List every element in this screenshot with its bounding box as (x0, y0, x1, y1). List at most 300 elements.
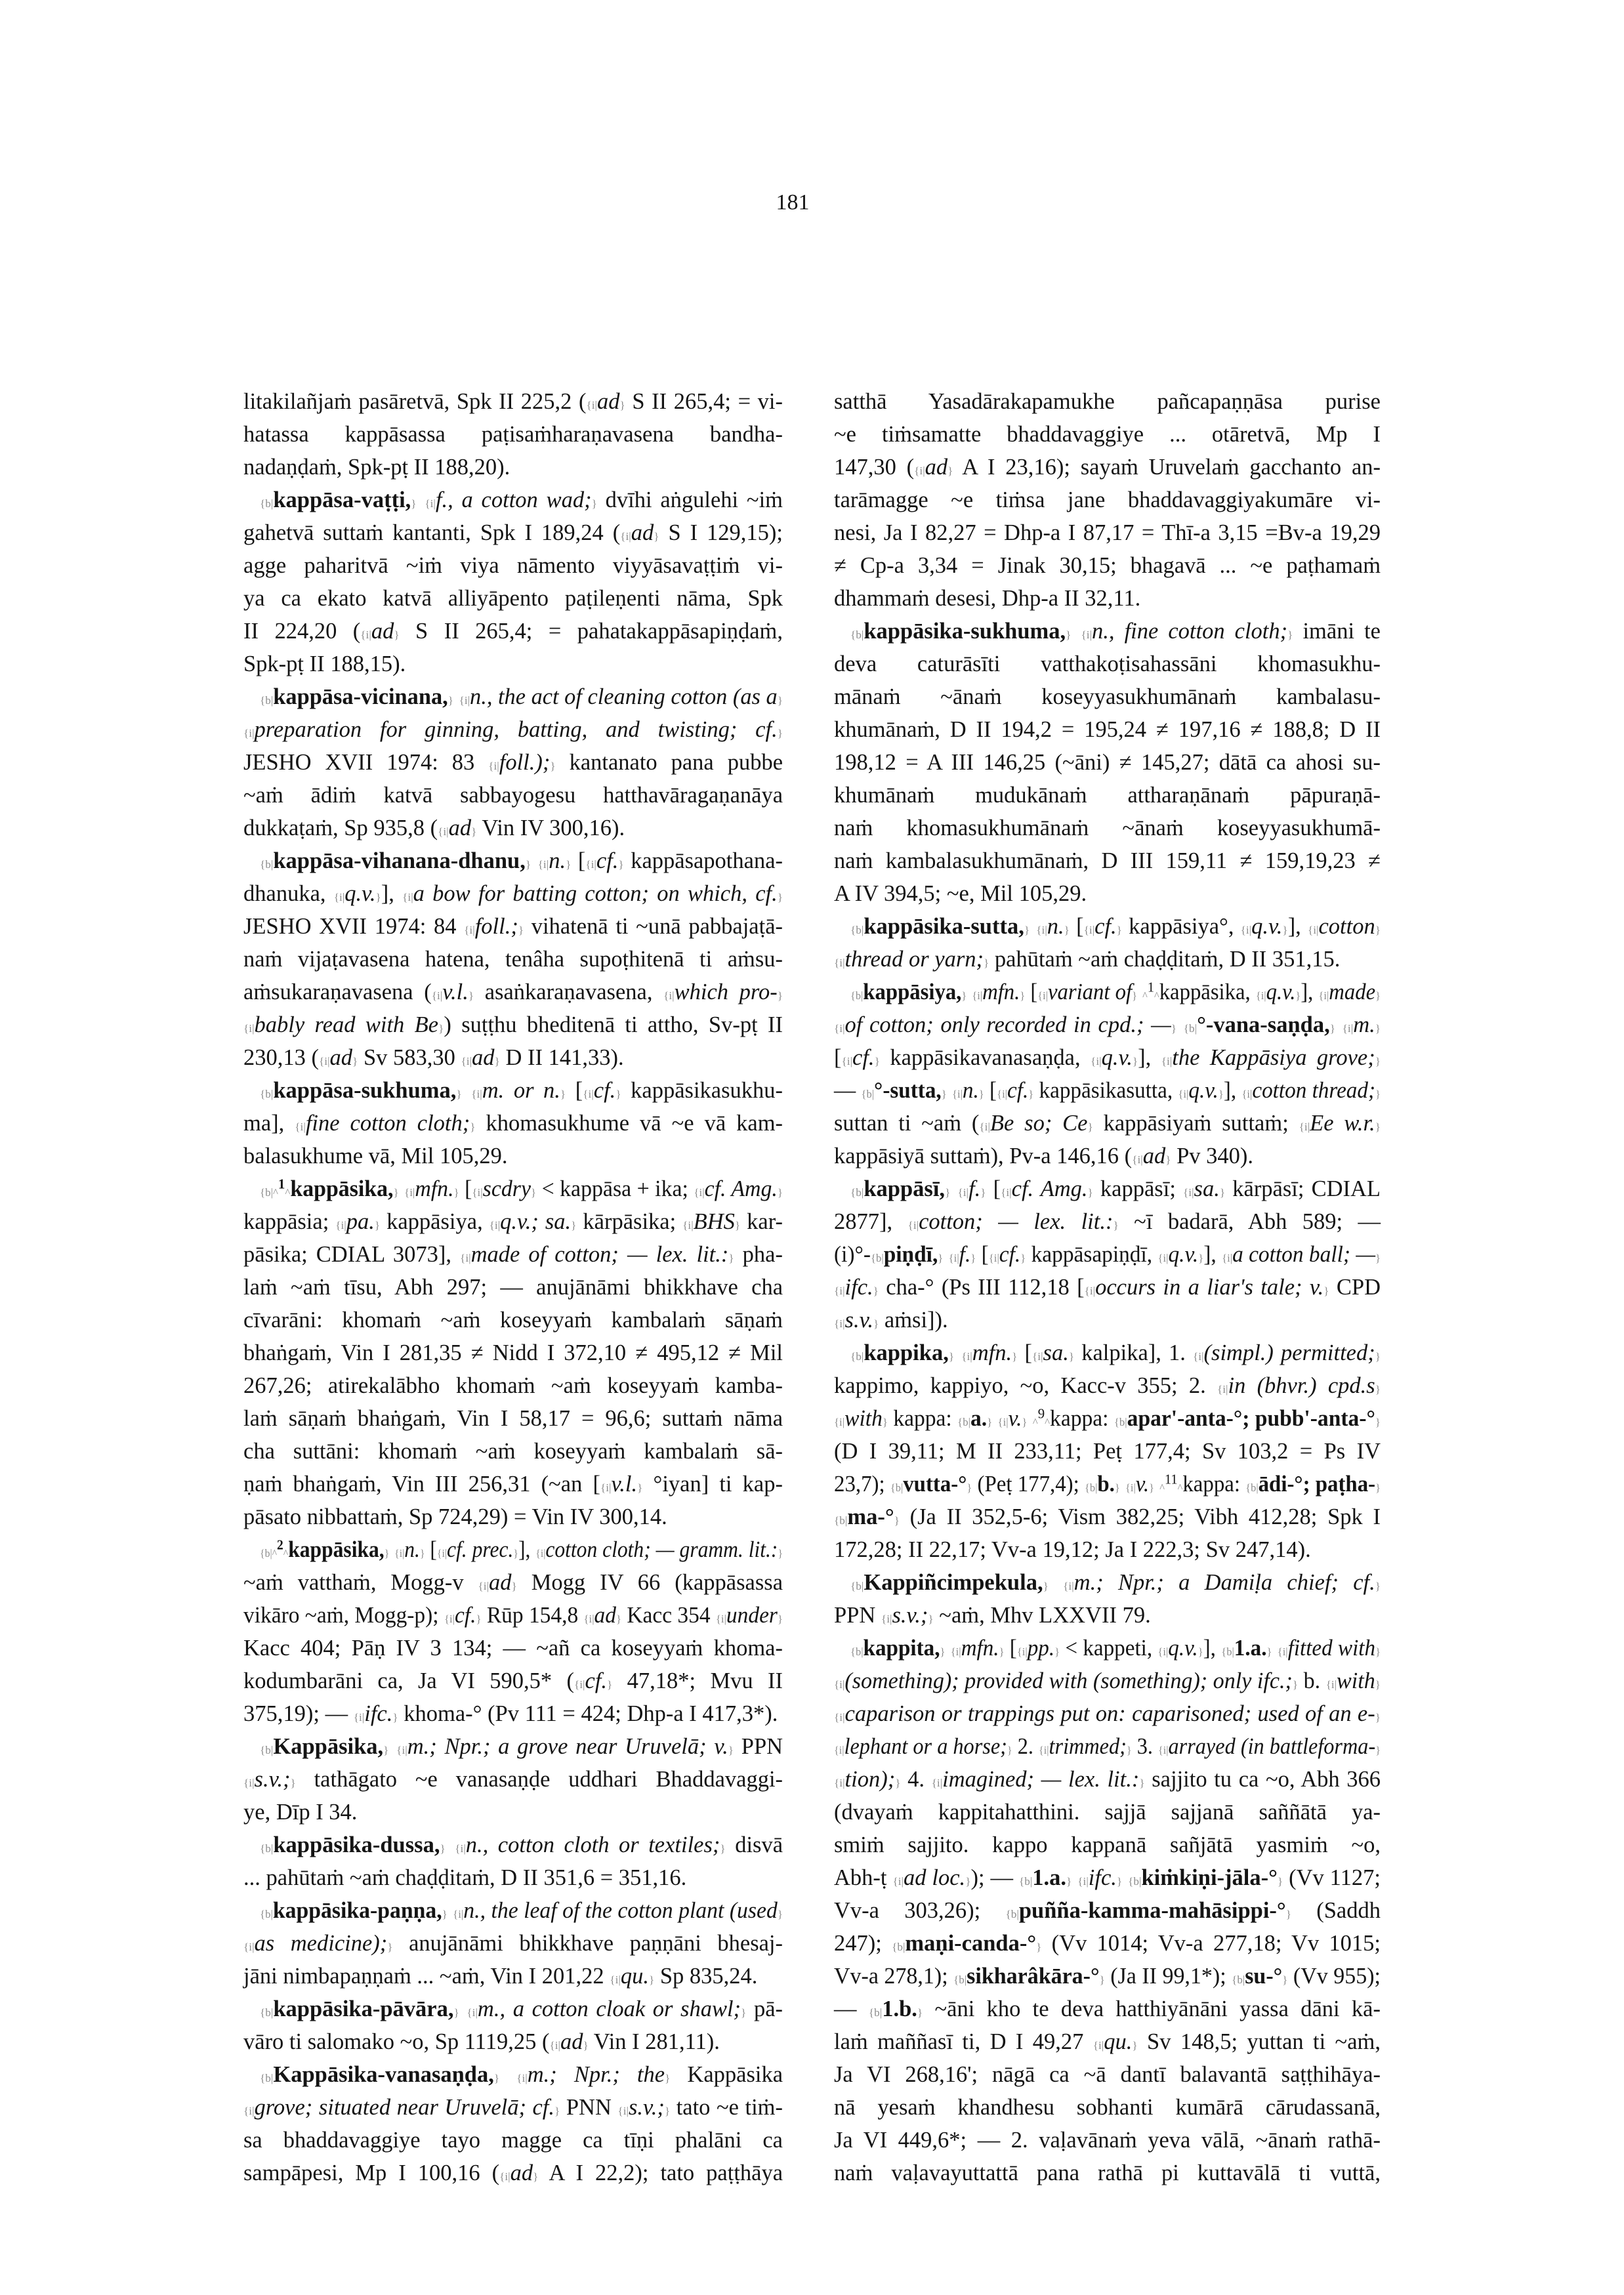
format-marker: } (882, 1416, 888, 1428)
line-text: jāni nimbapaṇṇaṁ ... ~aṁ, Vin I 201,22 {i|qu.} Sp 835,24. (243, 1964, 758, 1989)
format-marker: {i| (1217, 1383, 1228, 1396)
format-marker: } (1285, 1908, 1291, 1920)
text-line (834, 877, 1381, 910)
line-text: {b|^$^2$^kappāsika,} {i|n.} [{i|cf. prec.}], {i|cotton cloth; — gramm. lit.:} (260, 1537, 783, 1562)
dictionary-entry (243, 1533, 783, 1730)
format-marker: } (619, 399, 625, 411)
format-marker: } (1375, 1645, 1381, 1658)
italic-text: {i|fine cotton cloth;} (295, 1111, 476, 1136)
italic-text: {i|caparison or trappings put on: caparisoned; used of an e-} (834, 1701, 1381, 1726)
format-marker: {b| (850, 1350, 864, 1363)
format-marker: {i| (997, 1416, 1009, 1428)
format-marker: } (1024, 924, 1030, 936)
headword-text: {b|kappika,} (850, 1340, 955, 1365)
format-marker: {b| (260, 1908, 273, 1920)
line-text: dukkaṭaṁ, Sp 935,8 ({i|ad} Vin IV 300,16). (243, 816, 625, 840)
homonym-number: 1 (1147, 979, 1155, 995)
italic-text: {i|trimmed;} (1039, 1734, 1132, 1759)
italic-text: {i|q.v.} (1091, 1045, 1138, 1070)
italic-text: {i|f., a cotton wad;} (425, 487, 597, 512)
format-marker: {i| (1084, 1285, 1096, 1297)
line-text: vikāro ~aṁ, Mogg-p); {i|cf.} Rūp 154,8 {i|ad} Kacc 354 {i|under} (243, 1603, 783, 1628)
text-line (243, 1861, 783, 1894)
format-marker: {i| (295, 1121, 306, 1133)
format-marker: {b| (850, 629, 864, 641)
line-text: cha suttāni: khomaṁ ~aṁ koseyyaṁ kambalaṁ sā- (243, 1439, 783, 1464)
text-line (834, 582, 1381, 615)
line-text: nesi, Ja I 82,27 = Dhp-a I 87,17 = Thī-a 3,15 =Bv-a 19,29 (834, 520, 1381, 545)
format-marker: {i| (1132, 1153, 1143, 1166)
line-text: {b|kappāsika-sutta,} {i|n.} [{i|cf.} kappāsiya°, {i|q.v.}], {i|cotton} (850, 914, 1381, 939)
line-text: 172,28; II 22,17; Vv-a 19,12; Ja I 222,3; Sv 247,14). (834, 1537, 1311, 1562)
format-marker: {b| (868, 2006, 883, 2019)
line-text: ma], {i|fine cotton cloth;} khomasukhume vā ~e vā kam- (243, 1111, 783, 1136)
italic-text: {i|preparation for ginning, batting, and twisting; cf.} (243, 717, 783, 742)
format-marker: {b| (1183, 1022, 1197, 1035)
format-marker: {i| (1125, 1481, 1136, 1494)
format-marker: } (618, 858, 624, 871)
format-marker: } (1375, 1678, 1381, 1691)
text-line (243, 1894, 783, 1927)
line-text: ... pahūtaṁ ~aṁ chaḍḍitaṁ, D II 351,6 = 351,16. (243, 1865, 687, 1890)
italic-text: {i|pp.} (1016, 1636, 1060, 1661)
italic-text: {i|made} (1318, 980, 1381, 1004)
text-line (243, 1140, 783, 1172)
italic-text: {i|lephant or a horse;} (834, 1734, 1012, 1759)
headword-text: {b|kappāsika-sutta,} (850, 914, 1030, 939)
format-marker: {b| (892, 1941, 906, 1953)
text-line (243, 1304, 783, 1336)
text-line (834, 549, 1381, 582)
format-marker: } (1066, 629, 1072, 641)
format-marker: } (917, 2006, 923, 2019)
format-marker: } (777, 1908, 783, 1920)
headword-text: {b|ma-°} (834, 1504, 900, 1529)
format-marker: {b| (260, 1186, 273, 1199)
line-text: — {b|1.b.} ~āni kho te deva hatthiyānāni yassa dāni kā- (834, 1996, 1381, 2021)
italic-text: {i|m. or n.} (471, 1078, 566, 1103)
format-marker: {i| (952, 1088, 963, 1100)
line-text: {i|lephant or a horse;} 2. {i|trimmed;} 3. {i|arrayed (in battleforma-} (834, 1734, 1381, 1759)
format-marker: {i| (881, 1613, 892, 1625)
format-marker: {i| (950, 1645, 961, 1658)
format-marker: {i| (1093, 2039, 1104, 2052)
text-line (243, 943, 783, 976)
dictionary-entry (243, 1730, 783, 1829)
format-marker: {i| (1039, 1744, 1049, 1756)
line-text: — {b|°-sutta,} {i|n.} [{i|cf.} kappāsikasutta, {i|q.v.}], {i|cotton thread;} (834, 1078, 1381, 1103)
format-marker: } (1266, 1645, 1272, 1658)
format-marker: } (533, 2170, 539, 2183)
text-line (243, 2091, 783, 2124)
format-marker: } (1068, 1350, 1075, 1363)
format-marker: } (874, 1055, 880, 1067)
homonym-number: 9 (1037, 1405, 1045, 1422)
italic-text: {i|cotton; — lex. lit.:} (907, 1209, 1119, 1234)
format-marker: } (734, 1219, 741, 1231)
line-text: 230,13 ({i|ad} Sv 583,30 {i|ad} D II 141,33). (243, 1045, 624, 1070)
italic-text: {i|m.; Npr.; the} (516, 2062, 671, 2087)
dictionary-entry (243, 1074, 783, 1172)
format-marker: {i| (472, 1186, 483, 1199)
format-marker: ^ (1159, 1481, 1165, 1494)
headword-text: {b|kappāsika-pāvāra,} (260, 1996, 459, 2021)
format-marker: {i| (957, 1186, 968, 1199)
italic-text: {i|cotton cloth; — gramm. lit.:} (535, 1537, 783, 1562)
format-marker: } (777, 694, 783, 707)
format-marker: } (741, 2006, 747, 2019)
format-marker: {i| (1037, 989, 1048, 1002)
text-line (243, 976, 783, 1008)
text-line (834, 1435, 1381, 1468)
line-text: kappimo, kappiyo, ~o, Kacc-v 355; 2. {i|in (bhvr.) cpd.s} (834, 1373, 1381, 1398)
line-text: {b|ma-°} (Ja II 352,5-6; Vism 382,25; Vibh 412,28; Spk I (834, 1504, 1381, 1529)
italic-text: {i|cf.} (997, 1078, 1034, 1103)
italic-text: {i|ifc.} (834, 1275, 879, 1300)
italic-text: {i|which pro-} (663, 980, 783, 1004)
dictionary-entry (834, 976, 1381, 1172)
line-text: {b|kappāsika-sukhuma,} {i|n., fine cotton cloth;} imāni te (850, 619, 1381, 644)
dictionary-entry (243, 1894, 783, 1993)
headword-text: {b|kappāsī,} (850, 1176, 951, 1201)
format-marker: {b| (1128, 1875, 1142, 1888)
format-marker: } (1099, 1974, 1105, 1986)
text-line (243, 451, 783, 484)
format-marker: } (777, 1186, 783, 1199)
italic-text: {i|q.v.} (1240, 914, 1288, 939)
headword-text: {b|1.a.} (1018, 1865, 1072, 1890)
format-marker: {i| (834, 1744, 844, 1756)
format-marker: } (728, 1744, 734, 1756)
format-marker: } (980, 1186, 986, 1199)
format-marker: } (940, 1645, 946, 1658)
format-marker: } (1287, 629, 1293, 641)
headword-text: {b|vutta-°} (890, 1472, 972, 1497)
text-line (243, 1697, 783, 1730)
dictionary-entry (834, 615, 1381, 910)
line-text: Ja VI 268,16'; nāgā ca ~ā dantī balavantā saṭṭhihāya- (834, 2062, 1381, 2087)
italic-text: {i|ad} (620, 520, 659, 545)
text-line (834, 1500, 1381, 1533)
format-marker: {i| (1241, 1088, 1253, 1100)
format-marker: {i| (663, 989, 675, 1002)
dictionary-entry (243, 484, 783, 680)
format-marker: {b| (260, 1842, 274, 1855)
format-marker: {b| (260, 1744, 274, 1756)
line-text: {i|tion);} 4. {i|imagined; — lex. lit.:} sajjito tu ca ~o, Abh 366 (834, 1767, 1381, 1792)
dictionary-entry (834, 910, 1381, 976)
text-line (834, 1861, 1381, 1894)
italic-text: {i|cotton} (1307, 914, 1381, 939)
italic-text: {i|fitted with} (1277, 1636, 1381, 1661)
line-text: deva caturāsīti vatthakoṭisahassāni khomasukhu- (834, 651, 1381, 676)
format-marker: {i| (431, 989, 443, 1002)
format-marker: } (1329, 1022, 1335, 1035)
format-marker: } (654, 530, 659, 543)
format-marker: } (290, 1777, 296, 1789)
format-marker: {i| (489, 1219, 501, 1231)
text-line (243, 1468, 783, 1500)
format-marker: } (1132, 989, 1137, 1002)
format-marker: {b| (1114, 1416, 1127, 1428)
format-marker: } (970, 1252, 976, 1264)
format-marker: ^ (272, 1547, 278, 1560)
format-marker: {i| (1277, 1645, 1288, 1658)
text-line (834, 516, 1381, 549)
italic-text: {i|foll.);} (488, 750, 556, 775)
text-line (243, 2157, 783, 2189)
text-line (834, 2058, 1381, 2091)
format-marker: {i| (461, 1055, 472, 1067)
text-line (834, 1697, 1381, 1730)
dictionary-entry (834, 1566, 1381, 1632)
format-marker: {i| (1183, 1186, 1194, 1199)
format-marker: {i| (353, 1711, 365, 1724)
format-marker: {i| (573, 1678, 585, 1691)
format-marker: } (392, 1711, 398, 1724)
text-line (834, 1238, 1381, 1271)
format-marker: {i| (436, 1547, 448, 1560)
format-marker: } (1282, 924, 1288, 936)
headword-text: {b|^$^2$^kappāsika,} (260, 1537, 390, 1562)
italic-text: {i|cf.} (444, 1603, 482, 1628)
format-marker: } (778, 1547, 783, 1560)
line-text: {b|kappāsiya,} {i|mfn.} [{i|variant of} ^$^1$^kappāsika, {i|q.v.}], {i|made} (850, 979, 1381, 1004)
text-line (243, 779, 783, 812)
format-marker: {i| (1161, 1055, 1173, 1067)
text-line (243, 1763, 783, 1796)
text-line (243, 385, 783, 418)
format-marker: {b| (850, 924, 864, 936)
italic-text: {i|q.v.} (1178, 1078, 1224, 1103)
format-marker: ^ (1154, 989, 1159, 1002)
line-text: naṁ kambalasukhumānaṁ, D III 159,11 ≠ 159,19,23 ≠ (834, 848, 1381, 873)
format-marker: } (1113, 1219, 1119, 1231)
format-marker: } (720, 1842, 726, 1855)
format-marker: {b| (1018, 1875, 1033, 1888)
headword-text: {b|kappita,} (850, 1636, 946, 1661)
line-text: dhanuka, {i|q.v.}], {i|a bow for batting cotton; on which, cf.} (243, 881, 783, 906)
line-text: dhammaṁ desesi, Dhp-a II 32,11. (834, 586, 1141, 611)
format-marker: } (1219, 1186, 1226, 1199)
italic-text: {i|n.} (952, 1078, 984, 1103)
text-line (834, 1566, 1381, 1599)
headword-text: {b|kappāsiya,} (850, 980, 967, 1004)
italic-text: {i|imagined; — lex. lit.:} (931, 1767, 1145, 1792)
italic-text: {i|ad} (478, 1570, 517, 1595)
format-marker: {b| (1221, 1645, 1234, 1658)
format-marker: {i| (460, 1252, 471, 1264)
text-line (834, 1533, 1381, 1566)
text-line (834, 844, 1381, 877)
format-marker: } (945, 1186, 951, 1199)
format-marker: } (1126, 1744, 1132, 1756)
format-marker: {i| (444, 1613, 455, 1625)
line-text: {b|kappāsa-sukhuma,} {i|m. or n.} [{i|cf.} kappāsikasukhu- (260, 1078, 783, 1103)
format-marker: {i| (834, 1285, 845, 1297)
italic-text: {i|n.} (537, 848, 572, 873)
dictionary-entry (243, 1172, 783, 1533)
format-marker: {i| (459, 694, 470, 707)
format-marker: } (530, 1186, 537, 1199)
format-marker: } (965, 1875, 971, 1888)
format-marker: {i| (583, 1088, 594, 1100)
italic-text: {i|as medicine);} (243, 1931, 393, 1956)
format-marker: {i| (549, 2039, 561, 2052)
text-line (834, 1336, 1381, 1369)
text-line (243, 582, 783, 615)
italic-text: {i|s.v.;} (243, 1767, 296, 1792)
line-text: Spk-pṭ II 188,15). (243, 651, 406, 676)
format-marker: {i| (1157, 1252, 1169, 1264)
line-text: sa bhaddavaggiye tayo magge ca tīṇi phalāni ca (243, 2128, 783, 2153)
headword-text: {b|°-sutta,} (861, 1078, 947, 1103)
format-marker: } (375, 891, 381, 903)
format-marker: } (554, 2105, 560, 2117)
italic-text: {i|thread or yarn;} (834, 947, 989, 972)
italic-text: {i|a bow for batting cotton; on which, cf.} (402, 881, 783, 906)
format-marker: {i| (1083, 924, 1095, 936)
text-line (243, 1993, 783, 2025)
italic-text: {i|v.} (1125, 1472, 1155, 1497)
line-text (260, 1894, 783, 1931)
text-line (243, 1435, 783, 1468)
line-text: agge paharitvā ~iṁ viya nāmento viyyāsavaṭṭiṁ vi- (243, 553, 783, 578)
format-marker: } (453, 1186, 459, 1199)
format-marker: {i| (488, 760, 499, 772)
italic-text: {i|of cotton; only recorded in cpd.; —} (834, 1012, 1177, 1037)
text-line (834, 1894, 1381, 1927)
italic-text: {i|mfn.} (961, 1340, 1018, 1365)
italic-text: {i|sa.} (1183, 1176, 1226, 1201)
format-marker: {b| (953, 1974, 967, 1986)
italic-text: {i|n., cotton cloth or textiles;} (455, 1832, 726, 1857)
format-marker: {b| (260, 497, 274, 510)
headword-text: {b|Kappāsika,} (260, 1734, 389, 1759)
headword-text: {b|kappāsika-paṇṇa,} (260, 1898, 448, 1923)
text-line (243, 1402, 783, 1435)
italic-text: {i|cf. prec.} (436, 1537, 518, 1562)
format-marker: } (999, 1645, 1005, 1658)
headword-text: {b|sikharâkāra-°} (953, 1964, 1105, 1989)
format-marker: {b| (1232, 1974, 1245, 1986)
italic-text: {i|q.v.} (1255, 980, 1301, 1004)
text-line (243, 1107, 783, 1140)
format-marker: } (1036, 1941, 1042, 1953)
format-marker: } (1375, 1383, 1381, 1396)
text-line (243, 910, 783, 943)
text-line (834, 2124, 1381, 2157)
format-marker: } (1064, 924, 1070, 936)
text-line (834, 1927, 1381, 1960)
headword-text: {b|su-°} (1232, 1964, 1288, 1989)
format-marker: {i| (335, 1219, 346, 1231)
text-line (834, 2025, 1381, 2058)
line-text: 198,12 = A III 146,25 (~āni) ≠ 145,27; dātā ca ahosi su- (834, 750, 1381, 775)
text-line (243, 2124, 783, 2157)
format-marker: } (1007, 1744, 1012, 1756)
format-marker: {b| (260, 2072, 274, 2084)
format-marker: } (1132, 1055, 1138, 1067)
text-line (243, 1632, 783, 1664)
format-marker: } (1323, 1285, 1329, 1297)
format-marker: } (664, 2105, 671, 2117)
line-text: {b|Kappāsika,} {i|m.; Npr.; a grove near Uruvelā; v.} PPN (260, 1734, 783, 1759)
format-marker: } (1020, 1252, 1026, 1264)
italic-text: {i|n., the leaf of the cotton plant (used} (453, 1898, 783, 1923)
italic-text: {i|qu.} (1093, 2029, 1138, 2054)
format-marker: } (1375, 1711, 1381, 1724)
italic-text: {i|sa.} (1032, 1340, 1075, 1365)
line-text (243, 713, 783, 750)
format-marker: {i| (892, 1875, 904, 1888)
headword-text: {b|b.} (1084, 1472, 1120, 1497)
italic-text: {i|ad} (499, 2161, 539, 2185)
homonym-number: 11 (1164, 1471, 1178, 1487)
format-marker: } (1114, 1481, 1120, 1494)
format-marker: } (648, 1974, 655, 1986)
format-marker: {i| (948, 1252, 959, 1264)
format-marker: } (1165, 1153, 1171, 1166)
format-marker: {i| (907, 1219, 919, 1231)
format-marker: {i| (243, 1777, 255, 1789)
italic-text: {i|mfn.} (404, 1176, 459, 1201)
format-marker: {i| (396, 1744, 407, 1756)
format-marker: {i| (1063, 1580, 1074, 1592)
format-marker: {i| (243, 2105, 255, 2117)
format-marker: {i| (455, 1842, 466, 1855)
line-text: ~aṁ ādiṁ katvā sabbayogesu hatthavāragaṇanāya (243, 783, 783, 808)
italic-text: {i|ad} (549, 2029, 589, 2054)
format-marker: } (494, 1055, 500, 1067)
format-marker: } (411, 497, 417, 510)
text-line (243, 1205, 783, 1238)
format-marker: } (387, 1941, 393, 1953)
format-marker: {i| (1081, 629, 1093, 641)
line-text: ~aṁ vatthaṁ, Mogg-v {i|ad} Mogg IV 66 (kappāsassa (243, 1570, 783, 1595)
italic-text: {i|cf.} (1083, 914, 1122, 939)
format-marker: } (1116, 924, 1122, 936)
line-text: 375,19); — {i|ifc.} khoma-° (Pv 111 = 424; Dhp-a I 417,3*). (243, 1701, 778, 1726)
format-marker: {i| (1325, 1678, 1337, 1691)
line-text: JESHO XVII 1974: 84 {i|foll.;} vihatenā ti ~unā pabbajaṭā- (243, 914, 783, 939)
format-marker: } (1022, 1416, 1028, 1428)
format-marker: {b| (890, 1481, 904, 1494)
italic-text: {i|cf.} (583, 1078, 621, 1103)
format-marker: {i| (1077, 1875, 1089, 1888)
text-line (243, 1599, 783, 1632)
format-marker: {i| (394, 1547, 405, 1560)
format-marker: } (374, 1219, 381, 1231)
format-marker: {b| (260, 2006, 274, 2019)
line-text (834, 1008, 1381, 1045)
format-marker: {i| (535, 1547, 546, 1560)
text-line (243, 1041, 783, 1074)
dictionary-entry (243, 1993, 783, 2058)
italic-text: {i|v.l.} (600, 1472, 643, 1497)
format-marker: } (1171, 1022, 1177, 1035)
format-marker: {i| (478, 1580, 489, 1592)
italic-text: {i|foll.;} (464, 914, 524, 939)
text-line (834, 746, 1381, 779)
italic-text: {i|pa.} (335, 1209, 381, 1234)
line-text: smiṁ sajjito. kappo kappanā sañjātā yasmiṁ ~o, (834, 1832, 1381, 1857)
line-text (834, 1697, 1381, 1734)
text-line (834, 1271, 1381, 1304)
headword-text: {b|1.b.} (868, 1996, 923, 2021)
format-marker: {b| (861, 1088, 875, 1100)
format-marker: ^ (272, 1186, 278, 1199)
